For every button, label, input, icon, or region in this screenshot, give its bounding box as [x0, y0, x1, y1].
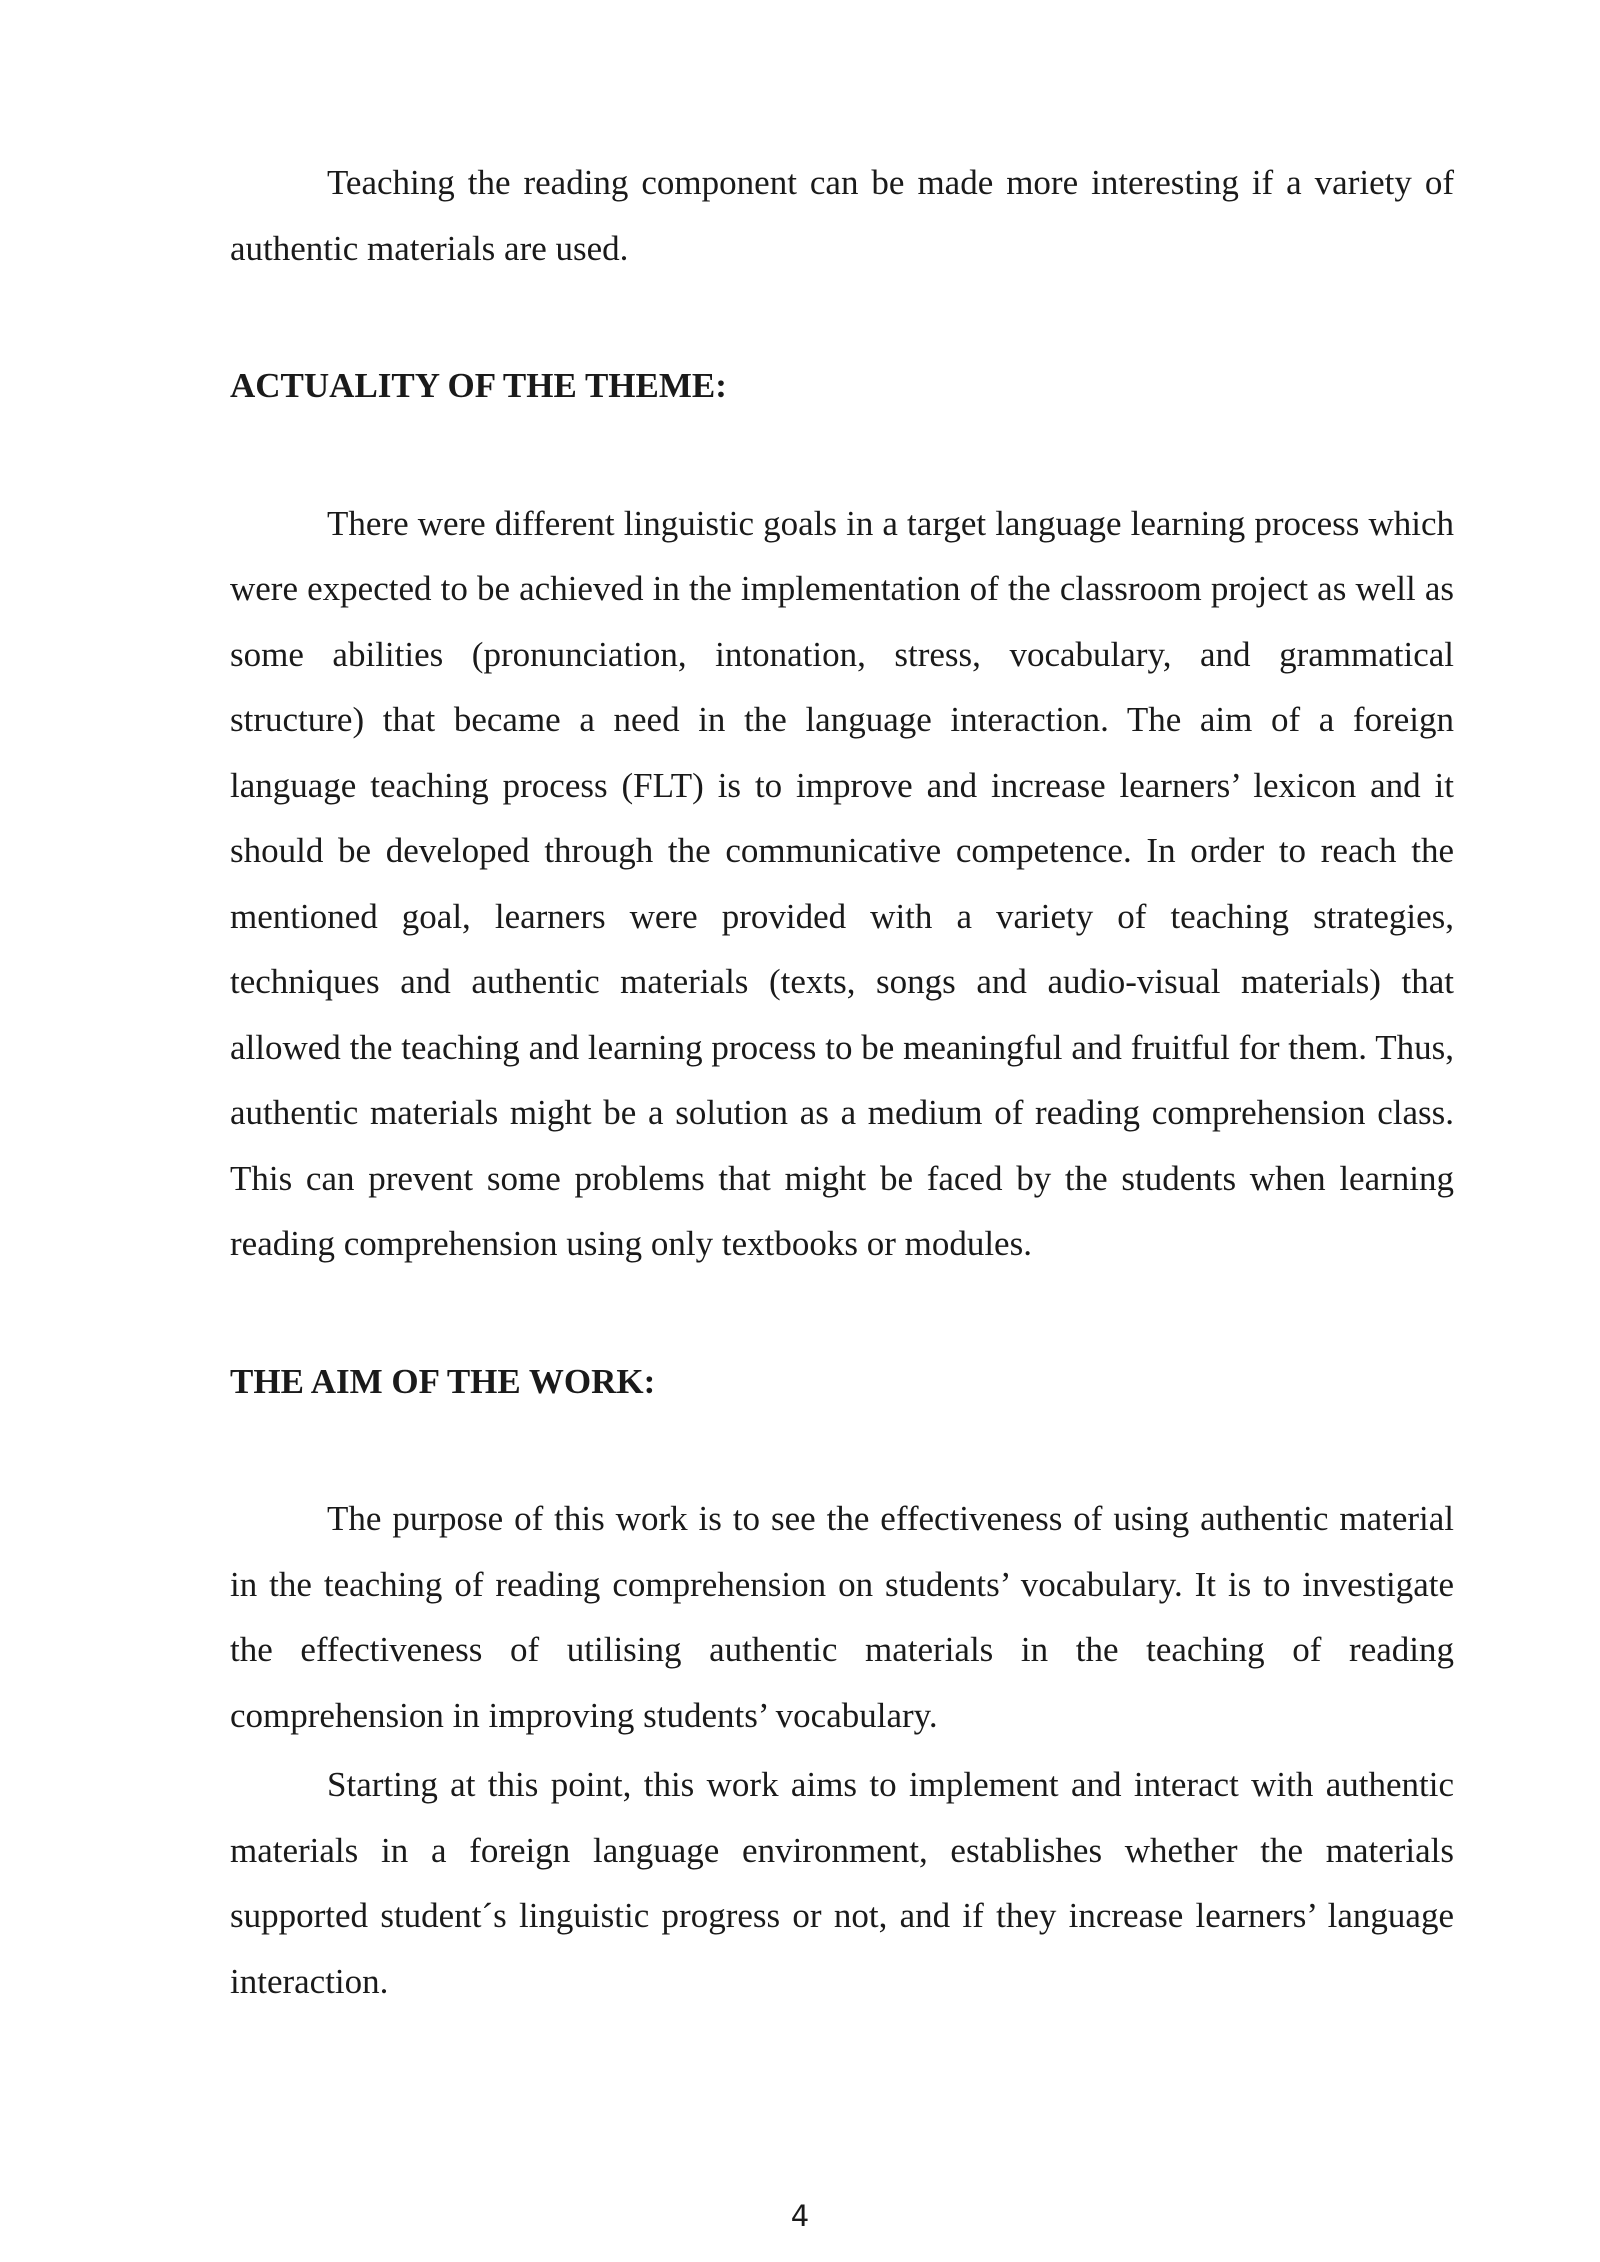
document-page: [230, 150, 1454, 2014]
intro-paragraph: Teaching the reading component can be made more interesting if a variety of authentic materials are used.: [230, 163, 1454, 268]
section-heading-aim: THE AIM OF THE WORK:: [230, 1361, 656, 1401]
page-number: 4: [790, 2199, 810, 2233]
aim-paragraph: Starting at this point, this work aims to implement and interact with authentic materials in a foreign language environment, establishes whether the materials supported student´s linguistic progress or not, and if they increase learners’ language interaction.: [230, 1765, 1454, 2001]
aim-paragraph: The purpose of this work is to see the effectiveness of using authentic material in the teaching of reading comprehension on students’ vocabulary. It is to investigate the effectiveness of utilising authentic materials in the teaching of reading comprehension in improving students’ vocabulary.: [230, 1499, 1454, 1735]
actuality-paragraph: There were different linguistic goals in a target language learning process which were expected to be achieved in the implementation of the classroom project as well as some abilities (pronunciation, intonation, stress, vocabulary, and grammatical structure) that became a need in the language interaction. The aim of a foreign language teaching process (FLT) is to improve and increase learners’ lexicon and it should be developed through the communicative competence. In order to reach the mentioned goal, learners were provided with a variety of teaching strategies, techniques and authentic materials (texts, songs and audio-visual materials) that allowed the teaching and learning process to be meaningful and fruitful for them. Thus, authentic materials might be a solution as a medium of reading comprehension class. This can prevent some problems that might be faced by the students when learning reading comprehension using only textbooks or modules.: [230, 503, 1454, 1263]
section-heading-actuality: ACTUALITY OF THE THEME:: [230, 366, 727, 405]
